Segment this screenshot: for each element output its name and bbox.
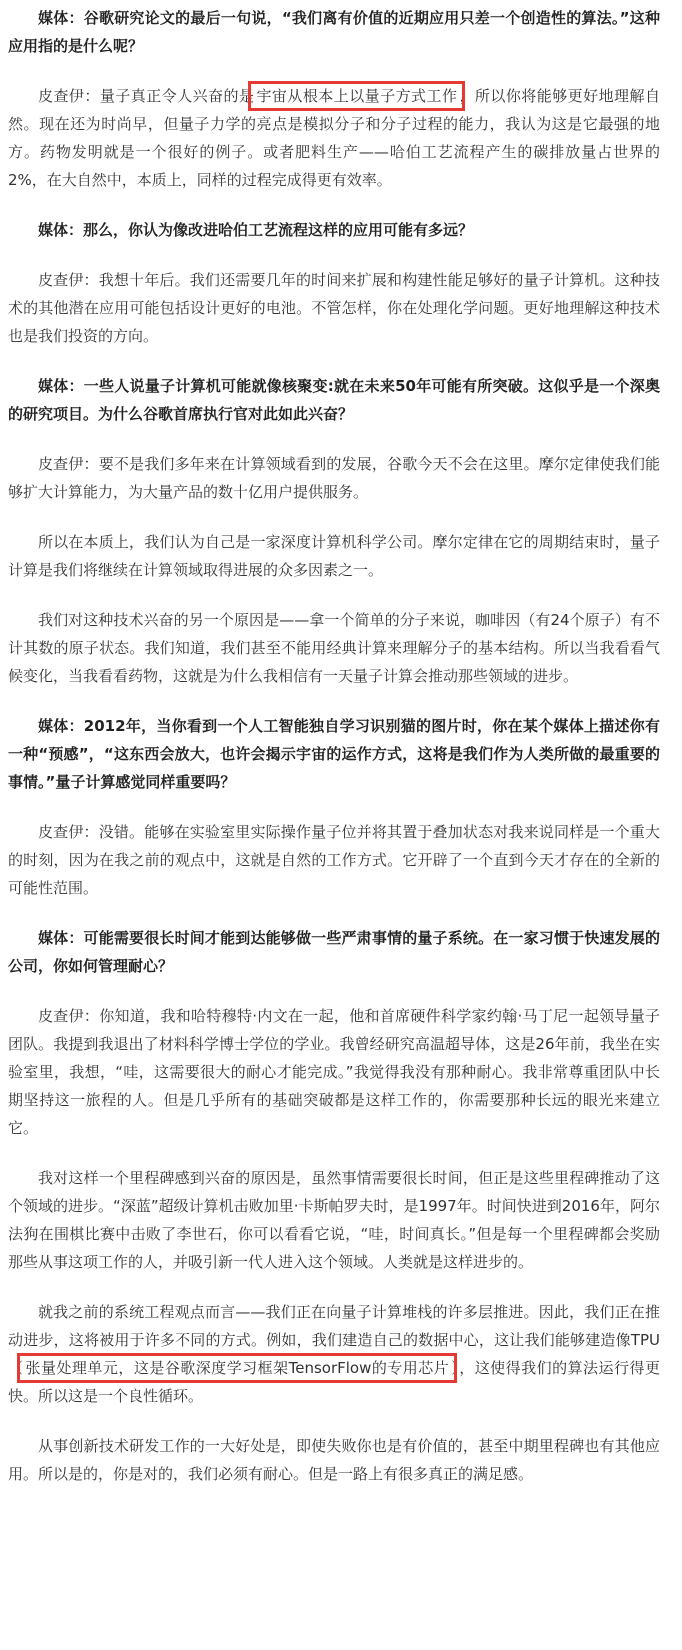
answer-paragraph bbox=[8, 450, 660, 506]
paragraph-text: 皮查伊：我想十年后。我们还需要几年的时间来扩展和构建性能足够好的量子计算机。这种技术的其他潜在应用可能包括设计更好的电池。不管怎样，你在处理化学问题。更好地理解这种技术也是我们投资的方向。 bbox=[8, 271, 660, 345]
paragraph-text: 皮查伊：没错。能够在实验室里实际操作量子位并将其置于叠加状态对我来说同样是一个重大的时刻，因为在我之前的观点中，这就是自然的工作方式。它开辟了一个直到今天才存在的全新的可能性范围。 bbox=[8, 823, 660, 897]
answer-paragraph bbox=[8, 528, 660, 584]
paragraph-text: 皮查伊：你知道，我和哈特穆特·内文在一起，他和首席硬件科学家约翰·马丁尼一起领导量子团队。我提到我退出了材料科学博士学位的学业。我曾经研究高温超导体，这是26年前，我坐在实验室里，我想，“哇，这需要很大的耐心才能完成。”我觉得我没有那种耐心。我非常尊重团队中长期坚持这一旅程的人。但是几乎所有的基础突破都是这样工作的，你需要那种长远的眼光来建立它。 bbox=[8, 1007, 660, 1137]
highlighted-phrase: 宇宙从根本上以量子方式工作 bbox=[256, 87, 458, 105]
answer-paragraph bbox=[8, 266, 660, 350]
paragraph-text: 媒体：谷歌研究论文的最后一句说，“我们离有价值的近期应用只差一个创造性的算法。”这种应用指的是什么呢？ bbox=[8, 9, 660, 55]
paragraph-text: 我对这样一个里程碑感到兴奋的原因是，虽然事情需要很长时间，但正是这些里程碑推动了这个领域的进步。“深蓝”超级计算机击败加里·卡斯帕罗夫时，是1997年。时间快进到2016年，阿尔法狗在围棋比赛中击败了李世石，你可以看看它说，“哇，时间真长。”但是每一个里程碑都会奖励那些从事这项工作的人，并吸引新一代人进入这个领域。人类就是这样进步的。 bbox=[8, 1169, 660, 1271]
paragraph-text: 媒体：一些人说量子计算机可能就像核聚变:就在未来50年可能有所突破。这似乎是一个深奥的研究项目。为什么谷歌首席执行官对此如此兴奋？ bbox=[8, 377, 660, 423]
question-paragraph bbox=[8, 4, 660, 60]
answer-paragraph bbox=[8, 1298, 660, 1410]
paragraph-text: 所以在本质上，我们认为自己是一家深度计算机科学公司。摩尔定律在它的周期结束时，量子计算是我们将继续在计算领域取得进展的众多因素之一。 bbox=[8, 533, 660, 579]
paragraph-text-after: ，所以你将能够更好地理解自然。现在还为时尚早，但量子力学的亮点是模拟分子和分子过程的能力，我认为这是它最强的地方。药物发明就是一个很好的例子。或者肥料生产——哈伯工艺流程产生的碳排放量占世界的2%，在大自然中，本质上，同样的过程完成得更有效率。 bbox=[8, 87, 660, 189]
question-paragraph bbox=[8, 924, 660, 980]
paragraph-text: 媒体：可能需要很长时间才能到达能够做一些严肃事情的量子系统。在一家习惯于快速发展的公司，你如何管理耐心？ bbox=[8, 929, 660, 975]
paragraph-text: 媒体：2012年，当你看到一个人工智能独自学习识别猫的图片时，你在某个媒体上描述你有一种“预感”，“这东西会放大，也许会揭示宇宙的运作方式，这将是我们作为人类所做的最重要的事情。”量子计算感觉同样重要吗？ bbox=[8, 717, 660, 791]
question-paragraph bbox=[8, 372, 660, 428]
answer-paragraph bbox=[8, 1164, 660, 1276]
answer-paragraph bbox=[8, 82, 660, 194]
paragraph-text-after: ），这使得我们的算法运行得更快。所以这是一个良性循环。 bbox=[8, 1359, 660, 1405]
paragraph-text-before: 皮查伊：量子真正令人兴奋的是 bbox=[38, 87, 255, 105]
paragraph-text: 从事创新技术研发工作的一大好处是，即使失败你也是有价值的，甚至中期里程碑也有其他应用。所以是的，你是对的，我们必须有耐心。但是一路上有很多真正的满足感。 bbox=[8, 1437, 660, 1483]
question-paragraph bbox=[8, 216, 660, 244]
question-paragraph bbox=[8, 712, 660, 796]
highlighted-phrase: 张量处理单元，这是谷歌深度学习框架TensorFlow的专用芯片 bbox=[25, 1359, 450, 1377]
answer-paragraph bbox=[8, 1002, 660, 1142]
answer-paragraph bbox=[8, 606, 660, 690]
paragraph-text: 我们对这种技术兴奋的另一个原因是——拿一个简单的分子来说，咖啡因（有24个原子）有不计其数的原子状态。我们知道，我们甚至不能用经典计算来理解分子的基本结构。所以当我看看气候变化，当我看看药物，这就是为什么我相信有一天量子计算会推动那些领域的进步。 bbox=[8, 611, 660, 685]
answer-paragraph bbox=[8, 1432, 660, 1488]
paragraph-text-before: 就我之前的系统工程观点而言——我们正在向量子计算堆栈的许多层推进。因此，我们正在推动进步，这将被用于许多不同的方式。例如，我们建造自己的数据中心，这让我们能够建造像TPU（ bbox=[8, 1303, 660, 1377]
answer-paragraph bbox=[8, 818, 660, 902]
paragraph-text: 媒体：那么，你认为像改进哈伯工艺流程这样的应用可能有多远？ bbox=[38, 221, 474, 239]
paragraph-text: 皮查伊：要不是我们多年来在计算领域看到的发展，谷歌今天不会在这里。摩尔定律使我们能够扩大计算能力，为大量产品的数十亿用户提供服务。 bbox=[8, 455, 660, 501]
